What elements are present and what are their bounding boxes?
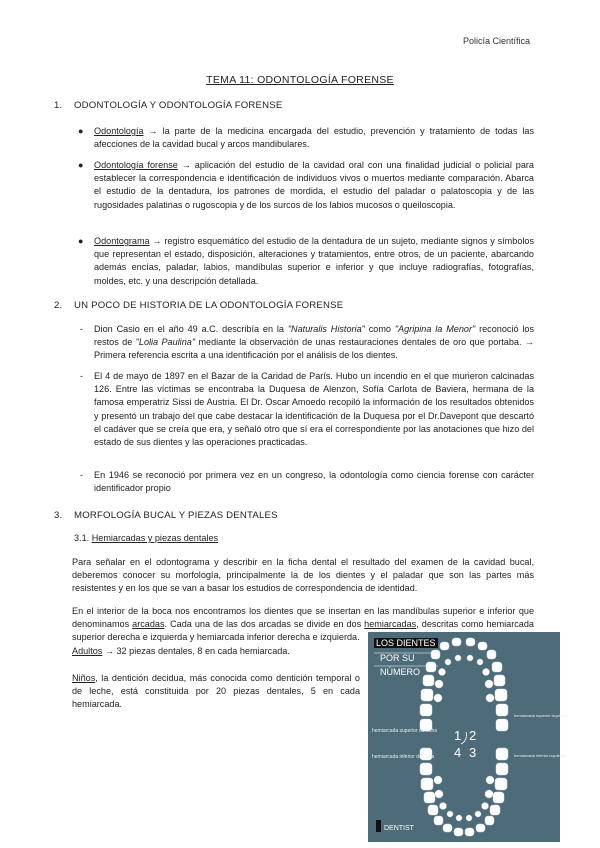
teeth-infographic bbox=[368, 632, 568, 842]
bullet-icon: ● bbox=[78, 160, 84, 170]
title-line-2: POR SU bbox=[380, 653, 415, 663]
lower-arch bbox=[420, 748, 508, 836]
dash-icon: - bbox=[80, 470, 83, 480]
bullet-icon: ● bbox=[78, 236, 84, 246]
quadrant-4: 4 bbox=[454, 745, 462, 760]
brand-logo-icon bbox=[376, 820, 381, 832]
label-upper-left: hemiarcada superior izquierda bbox=[514, 713, 568, 718]
title-line-3: NÚMERO bbox=[380, 667, 420, 677]
label-lower-left: hemiarcada inferior izquierda bbox=[514, 753, 566, 758]
history-paragraph: El 4 de mayo de 1897 en el Bazar de la Caridad de París. Hubo un incendio en el que murieron calcinadas 126. Entre las víctimas se encontraba la Duquesa de Alenzon, Sofía Carlota de Baviera, hermana de la famosa emperatriz Sissi de Austria. El Dr. Oscar Amoedo recopiló la información de los resultados obtenidos y presentó un trabajo del que cabe destacar la identificación de la Duquesa por el Dr.Davepont que descartó el cadáver que se creía que era, y señaló otro que sí era el correspondiente por las anotaciones que hizo del estado de sus dientes y las operaciones practicadas. bbox=[94, 371, 534, 448]
history-paragraph: En 1946 se reconoció por primera vez en un congreso, la odontología como ciencia forense con carácter identificador propio bbox=[94, 470, 534, 494]
rotation-arrow bbox=[461, 732, 466, 744]
upper-arch bbox=[420, 638, 508, 731]
header-label: Policía Científica bbox=[462, 36, 530, 46]
paragraph: En el interior de la boca nos encontramos los dientes que se insertan en las mandíbulas superior e inferior que denominamos arcadas. Cada una de las dos arcadas se divide en dos hemiarcadas, descritas como hemiarcada superior derecha e izquierda y hemiarcada inferior derecha e izquierda. bbox=[72, 606, 534, 643]
section-heading: 3. MORFOLOGÍA BUCAL Y PIEZAS DENTALES bbox=[54, 510, 278, 521]
section-heading: 1. ODONTOLOGÍA Y ODONTOLOGÍA FORENSE bbox=[54, 100, 283, 111]
subsection-heading: 3.1. Hemiarcadas y piezas dentales bbox=[74, 533, 219, 543]
section-heading: 2. UN POCO DE HISTORIA DE LA ODONTOLOGÍA FORENSE bbox=[54, 300, 344, 311]
quadrant-3: 3 bbox=[469, 745, 477, 760]
label-upper-right: hemiarcada superior derecha bbox=[372, 728, 438, 734]
ninos-text: Niños, la dentición decidua, más conocida como dentición temporal o de leche, está constituida por 20 piezas dentales, 5 en cada hemiarcada. bbox=[72, 673, 360, 710]
history-paragraph: Dion Casio en el año 49 a.C. describía en la "Naturalis Historia" como "Agripina la Menor" reconoció los restos de "Lolia Paulina" mediante la observación de unas restauraciones dentales de oro que portaba. → Primera referencia escrita a una identificación por el análisis de los dientes. bbox=[94, 324, 535, 361]
dash-icon: - bbox=[80, 371, 83, 381]
dash-icon: - bbox=[80, 324, 83, 334]
quadrant-1: 1 bbox=[454, 728, 462, 743]
bullet-icon: ● bbox=[78, 126, 84, 136]
bullet-text: Odontología forense → aplicación del estudio de la cavidad oral con una finalidad judicial o policial para establecer la correspondencia e identificación de individuos vivos o muertos mediante comparación. Abarca el estudio de la dentadura, los patrones de mordida, el estudio del paladar o palatoscopia y de las rugosidades palatinas o rugoscopia y de los surcos de los labios mucosos o queiloscopia. bbox=[94, 160, 534, 210]
brand-name: DENTIST bbox=[384, 825, 414, 832]
page-title: TEMA 11: ODONTOLOGÍA FORENSE bbox=[206, 74, 394, 86]
paragraph: Para señalar en el odontograma y describir en la ficha dental el resultado del examen de la cavidad bucal, deberemos conocer su morfología, principalmente la de los dientes y el paladar que son las partes más resistentes y en los que se van a basar los estudios de correspondencia de identidad. bbox=[72, 557, 534, 594]
quadrant-2: 2 bbox=[469, 728, 477, 743]
adultos-text: Adultos → 32 piezas dentales, 8 en cada hemiarcada. bbox=[72, 646, 290, 656]
bullet-text: Odontograma → registro esquemático del estudio de la dentadura de un sujeto, mediante signos y símbolos que representan el estado, disposición, alteraciones y tratamientos, entre otros, de un paciente, abarcando además encías, paladar, labios, mandíbulas superior e inferior y que incluye radiografías, fotografías, moldes, etc. y una descripción detallada. bbox=[94, 236, 534, 286]
teeth-diagram bbox=[368, 632, 568, 842]
label-lower-right: hemiarcada inferior derecha bbox=[372, 754, 435, 760]
bullet-text: Odontología → la parte de la medicina encargada del estudio, prevención y tratamiento de todas las afecciones de la cavidad bucal y arcos mandibulares. bbox=[94, 126, 534, 150]
title-line-1: LOS DIENTES bbox=[376, 638, 436, 648]
